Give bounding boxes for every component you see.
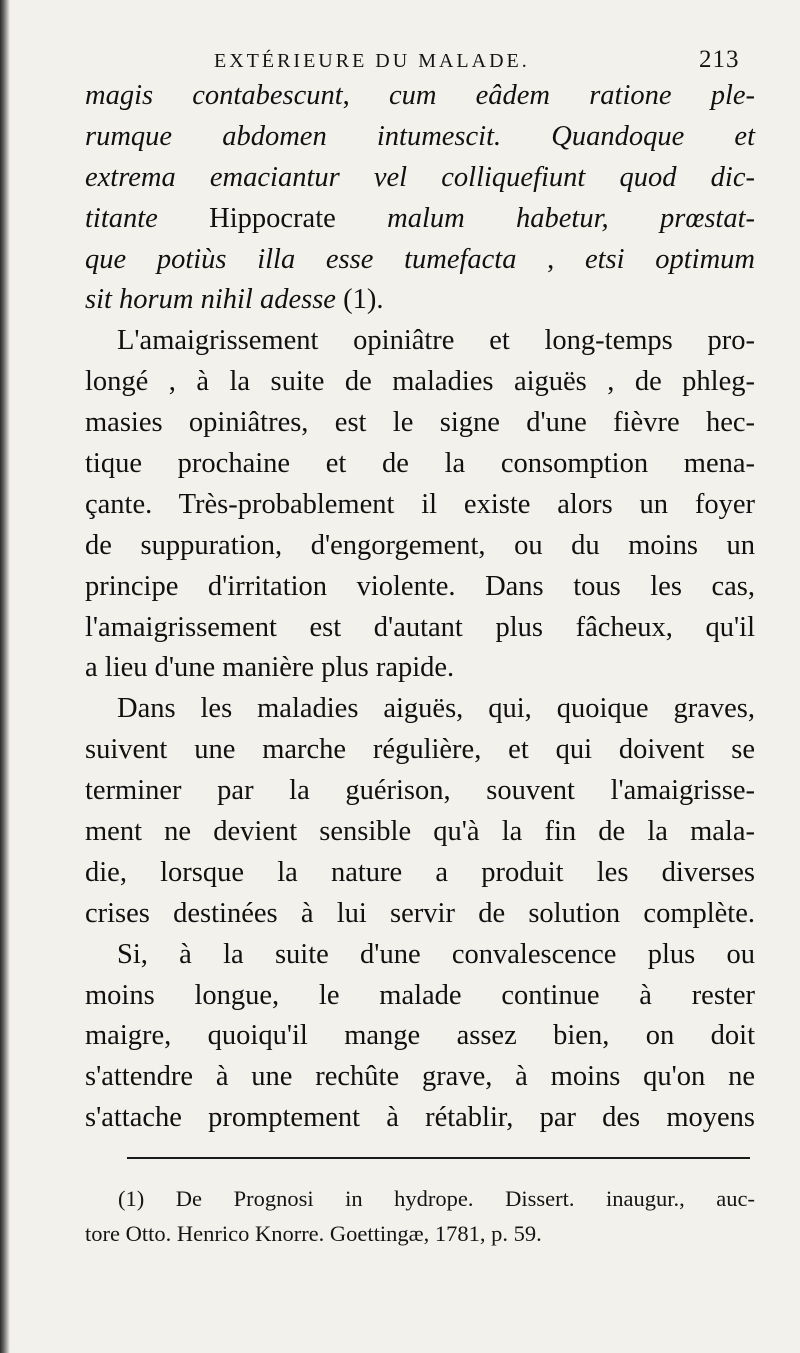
- text-line: çante. Très-probablement il existe alors un foyer: [85, 488, 755, 520]
- text-line: Dans les maladies aiguës, qui, quoique graves,: [117, 693, 755, 725]
- page-number: 213: [699, 46, 740, 73]
- footnote: [85, 1181, 755, 1251]
- text-line: longé , à la suite de maladies aiguës , de phleg-: [85, 366, 755, 398]
- text-line: masies opiniâtres, est le signe d'une fièvre hec-: [85, 407, 755, 439]
- text-line: ment ne devient sensible qu'à la fin de la mala-: [85, 816, 755, 848]
- footnote-reference: (1).: [335, 284, 384, 316]
- running-title: EXTÉRIEURE DU MALADE.: [214, 50, 530, 72]
- text-line: principe d'irritation violente. Dans tous les cas,: [85, 570, 755, 602]
- body-text: [85, 76, 755, 1139]
- text-line: a lieu d'une manière plus rapide.: [85, 652, 455, 684]
- footnote-rule: [127, 1157, 750, 1159]
- text-line: magis contabescunt, cum eâdem ratione ple-: [85, 80, 756, 111]
- running-head: [0, 44, 800, 80]
- paragraph-amaigrissement: [85, 321, 755, 689]
- text-line: crises destinées à lui servir de solution complète.: [85, 897, 755, 929]
- text-line: sit horum nihil adesse (1).: [85, 284, 384, 316]
- footnote-line: tore Otto. Henrico Knorre. Goettingæ, 1781, p. 59.: [85, 1221, 542, 1246]
- latin-quotation-paragraph: [85, 76, 755, 321]
- text-line: que potiùs illa esse tumefacta , etsi optimum: [85, 243, 756, 275]
- page-gutter-shadow: [0, 0, 10, 1353]
- text-line: Si, à la suite d'une convalescence plus ou: [117, 938, 755, 970]
- text-line: s'attendre à une rechûte grave, à moins qu'on ne: [85, 1061, 755, 1093]
- text-line: extrema emaciantur vel colliquefiunt quod dic-: [85, 161, 755, 193]
- text-line: terminer par la guérison, souvent l'amaigrisse-: [85, 775, 755, 807]
- text-line: maigre, quoiqu'il mange assez bien, on doit: [85, 1020, 755, 1052]
- text-line: L'amaigrissement opiniâtre et long-temps pro-: [117, 325, 755, 357]
- text-line: rumque abdomen intumescit. Quandoque et: [85, 120, 755, 152]
- text-line: de suppuration, d'engorgement, ou du moins un: [85, 529, 755, 561]
- text-line: moins longue, le malade continue à rester: [85, 979, 755, 1011]
- text-line: tique prochaine et de la consomption mena-: [85, 448, 755, 480]
- text-line: die, lorsque la nature a produit les diverses: [85, 856, 755, 888]
- text-line: s'attache promptement à rétablir, par des moyens: [85, 1102, 755, 1134]
- text-line: titante Hippocrate malum habetur, prœstat-: [85, 202, 755, 234]
- paragraph-convalescence: [85, 935, 755, 1139]
- footnote-line: (1) De Prognosi in hydrope. Dissert. inaugur., auc-: [118, 1186, 755, 1211]
- paragraph-maladies-aigues: [85, 689, 755, 934]
- text-line: l'amaigrissement est d'autant plus fâcheux, qu'il: [85, 611, 755, 643]
- text-line: suivent une marche régulière, et qui doivent se: [85, 734, 755, 766]
